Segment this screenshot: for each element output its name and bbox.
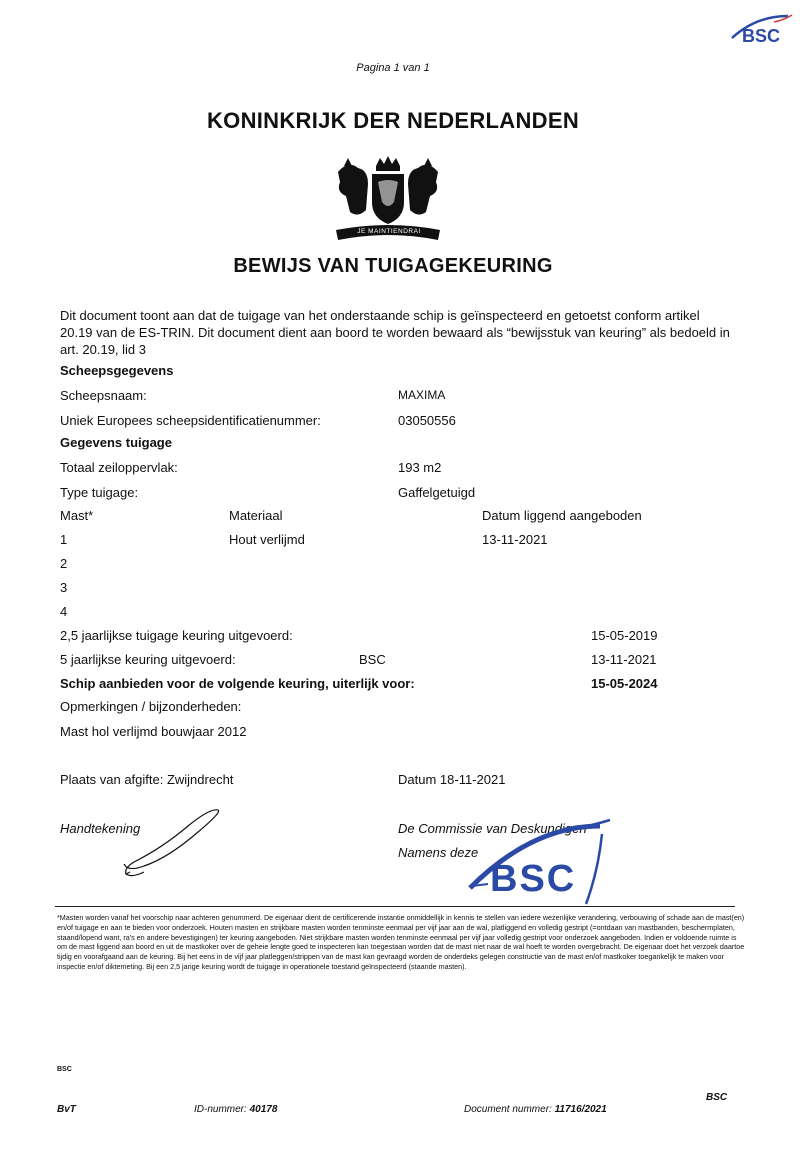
rigging-type-label: Type tuigage:: [60, 485, 139, 500]
remarks-text: Mast hol verlijmd bouwjaar 2012: [60, 724, 247, 739]
mast-row-number: 2: [60, 556, 68, 571]
footer-small-code: BSC: [57, 1066, 72, 1073]
footer-id-label: ID-nummer:: [194, 1104, 247, 1115]
signature-label: Handtekening: [60, 821, 141, 836]
footnote-divider: [55, 906, 735, 907]
issue-date: Datum 18-11-2021: [398, 772, 506, 787]
certificate-title: BEWIJS VAN TUIGAGEKEURING: [233, 255, 553, 277]
footer-right-code: BSC: [706, 1092, 728, 1103]
ship-id-label: Uniek Europees scheepsidentificatienummer:: [60, 413, 321, 428]
mast-row-number: 3: [60, 580, 68, 595]
material-column-header: Materiaal: [229, 508, 283, 523]
mast-row-date: 13-11-2021: [482, 532, 548, 547]
mast-column-header: Mast*: [60, 508, 94, 523]
ship-data-heading: Scheepsgegevens: [60, 363, 174, 378]
date-column-header: Datum liggend aangeboden: [482, 508, 642, 523]
corner-logo-text: BSC: [742, 26, 781, 46]
footer-doc-value: 11716/2021: [554, 1104, 607, 1115]
ship-name-value: MAXIMA: [398, 388, 446, 402]
handwritten-signature-icon: [118, 806, 238, 878]
rigging-type-value: Gaffelgetuigd: [398, 485, 476, 500]
place-of-issue: Plaats van afgifte: Zwijndrecht: [60, 772, 234, 787]
sail-area-value: 193 m2: [398, 460, 442, 475]
footnote-text: *Masten worden vanaf het voorschip naar achteren genummerd. De eigenaar dient de certificerende instantie onmiddellijk in kennis te stellen van iedere wezenlijke verandering, verbouwing of schade aan de mast(en) en/of tuigage en aan te bieden voor onderzoek. Houten masten en strijkbare masten worden tenminste eenmaal per vijf jaar aan de wal, platliggend en volledig gestript (=ontdaan van mastbanden, beschermplaten, staand/lopend want, ra's en andere bevestigingen) ter keuring aangeboden. Niet strijkbare masten worden tenminste eenmaal per vijf jaar volledig gestript voor onderzoek aangeboden. Indien er voldoende ruimte is om de mast liggend aan boord en uit de mastkoker over de geheie lengte goed te inspecteren kan toegestaan worden dat de mast niet naar de wal hoeft te worden overgebracht. De eigenaar doet het verzoek daartoe tijdig en voorafgaand aan de keuring. Bij het eens in de vijf jaar platleggen/strippen van de mast kan gevraagd worden de onderdeks gelegen constructie van de mast en/of mastkoker toegankelijk te maken voor inspectie en/of diktemeting. Bij een 2,5 jarige keuring wordt de tuigage in operationele toestand geïnspecteerd (staande masten).: [57, 913, 745, 971]
rigging-heading: Gegevens tuigage: [60, 435, 172, 450]
next-inspection-date: 15-05-2024: [591, 676, 658, 691]
five-year-inspection-label: 5 jaarlijkse keuring uitgevoerd:: [60, 652, 236, 667]
remarks-label: Opmerkingen / bijzonderheden:: [60, 699, 242, 714]
footer-id-value: 40178: [249, 1104, 278, 1115]
coat-of-arms-motto: JE MAINTIENDRAI: [357, 228, 421, 235]
five-year-inspection-org: BSC: [359, 652, 386, 667]
sail-area-label: Totaal zeiloppervlak:: [60, 460, 178, 475]
mast-row-material: Hout verlijmd: [229, 532, 305, 547]
five-year-inspection-date: 13-11-2021: [591, 652, 657, 667]
footer-initials: BvT: [57, 1104, 76, 1115]
ship-name-label: Scheepsnaam:: [60, 388, 147, 403]
biennial-inspection-label: 2,5 jaarlijkse tuigage keuring uitgevoerd:: [60, 628, 293, 643]
mast-row-number: 4: [60, 604, 68, 619]
footer-document-number: [464, 1104, 607, 1115]
mast-row-number: 1: [60, 532, 68, 547]
next-inspection-label: Schip aanbieden voor de volgende keuring, uiterlijk voor:: [60, 676, 415, 691]
footer-doc-label: Document nummer:: [464, 1104, 552, 1115]
stamp-text: BSC: [490, 858, 577, 900]
intro-paragraph: Dit document toont aan dat de tuigage van het onderstaande schip is geïnspecteerd en getoetst conform artikel 20.19 van de ES-TRIN. Dit document dient aan boord te worden bewaard als “bewijsstuk van keuring” als bedoeld in art. 20.19, lid 3: [60, 308, 730, 357]
ship-id-value: 03050556: [398, 413, 456, 428]
biennial-inspection-date: 15-05-2019: [591, 628, 658, 643]
page-indicator: Pagina 1 van 1: [356, 62, 430, 74]
on-behalf-label: Namens deze: [398, 845, 479, 860]
commission-name: De Commissie van Deskundigen: [398, 821, 587, 836]
kingdom-title: KONINKRIJK DER NEDERLANDEN: [206, 108, 580, 133]
footer-id: [194, 1104, 277, 1115]
